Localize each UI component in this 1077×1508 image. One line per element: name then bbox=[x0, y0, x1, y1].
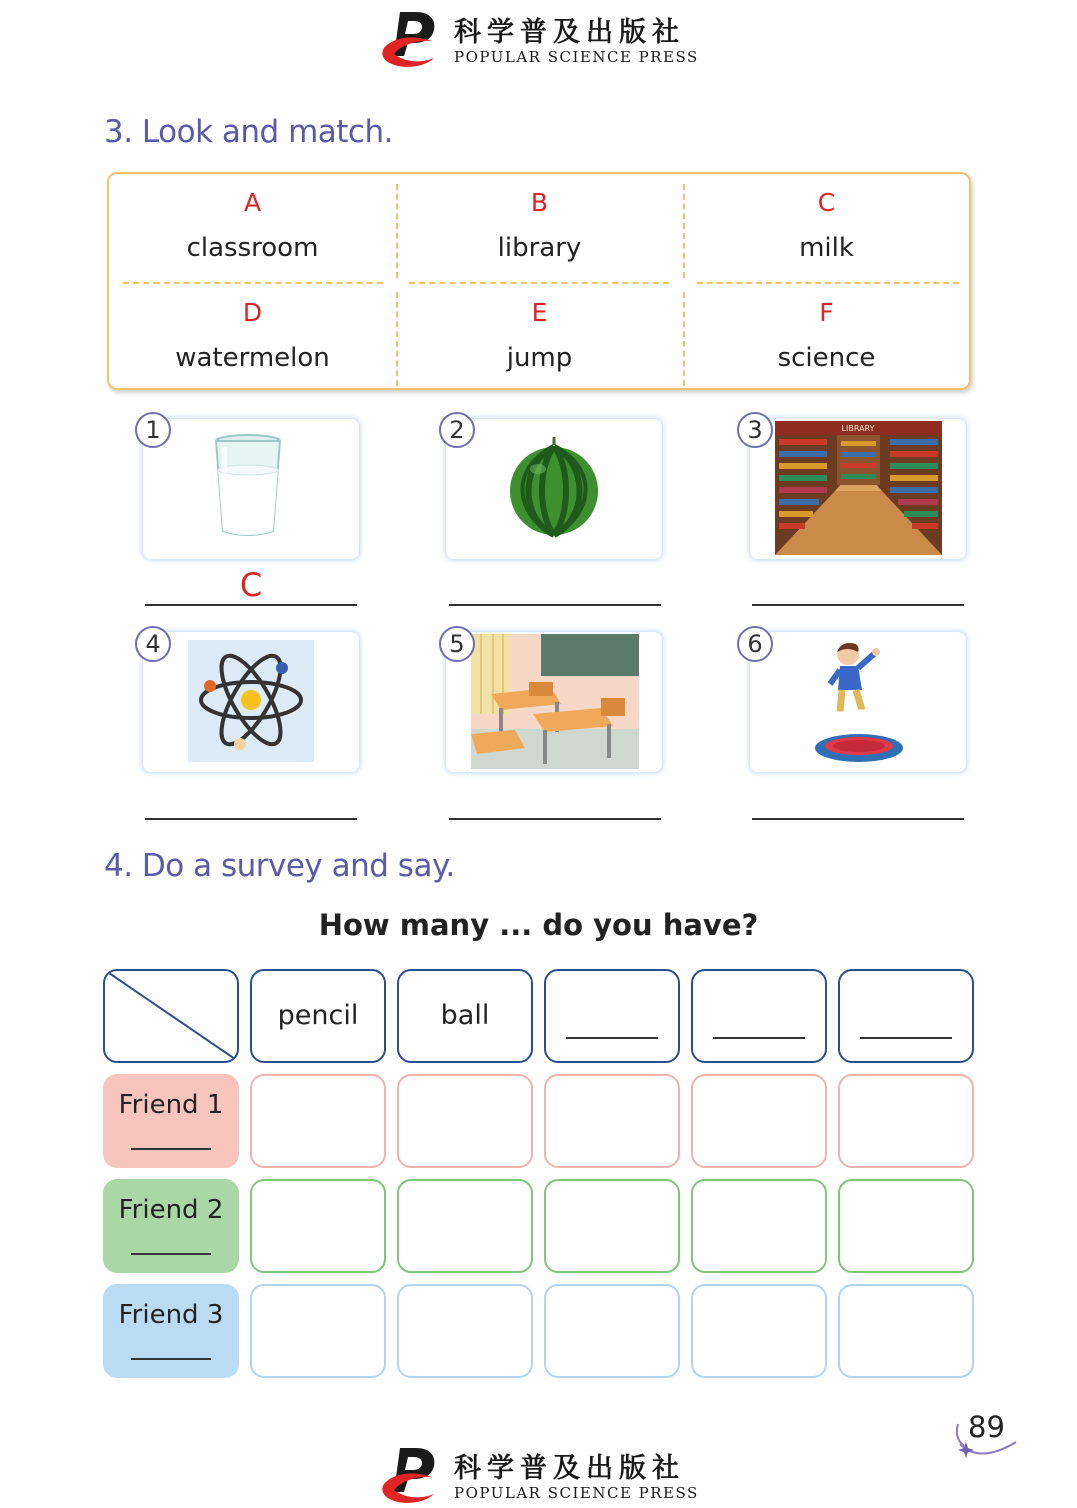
word-letter: B bbox=[530, 188, 549, 217]
publisher-name-cn: 科学普及出版社 bbox=[454, 17, 685, 48]
divider bbox=[409, 282, 669, 284]
classroom-desks-image bbox=[471, 634, 639, 769]
answer-line-4[interactable] bbox=[145, 818, 357, 820]
word-letter: E bbox=[531, 298, 548, 327]
word-letter: F bbox=[819, 298, 834, 327]
publisher-logo-bottom bbox=[382, 1444, 702, 1508]
word-letter: D bbox=[242, 298, 263, 327]
answer-line-2[interactable] bbox=[449, 604, 661, 606]
friend-label: Friend 3 bbox=[118, 1300, 224, 1330]
blank-line[interactable] bbox=[566, 1037, 658, 1039]
publisher-name-en: POPULAR SCIENCE PRESS bbox=[454, 1484, 699, 1502]
survey-header-label: pencil bbox=[277, 1000, 359, 1031]
friend-label: Friend 1 bbox=[118, 1090, 224, 1120]
word-letter: A bbox=[243, 188, 262, 217]
picture-card-4 bbox=[143, 632, 359, 772]
survey-cell[interactable] bbox=[397, 1284, 533, 1378]
word-option-c bbox=[683, 188, 970, 263]
word-letter: C bbox=[817, 188, 836, 217]
survey-cell[interactable] bbox=[397, 1179, 533, 1273]
picture-card-5 bbox=[446, 632, 662, 772]
publisher-logo-icon bbox=[382, 1444, 438, 1504]
answer-line-5[interactable] bbox=[449, 818, 661, 820]
word-option-d bbox=[109, 298, 396, 373]
word-option-b bbox=[396, 188, 683, 263]
survey-cell[interactable] bbox=[544, 1179, 680, 1273]
survey-question: How many ... do you have? bbox=[318, 908, 759, 942]
word-option-e bbox=[396, 298, 683, 373]
survey-cell[interactable] bbox=[691, 1284, 827, 1378]
publisher-name-cn: 科学普及出版社 bbox=[454, 1453, 685, 1484]
survey-cell[interactable] bbox=[250, 1284, 386, 1378]
picture-card-6 bbox=[750, 632, 966, 772]
boy-jumping-trampoline-image bbox=[812, 638, 906, 768]
glass-of-milk-image bbox=[213, 433, 283, 539]
survey-cell[interactable] bbox=[838, 1179, 974, 1273]
survey-header-blank-3[interactable] bbox=[838, 969, 974, 1063]
friend-label: Friend 2 bbox=[118, 1195, 224, 1225]
word-option-f bbox=[683, 298, 970, 373]
survey-header-ball bbox=[397, 969, 533, 1063]
survey-cell[interactable] bbox=[838, 1284, 974, 1378]
survey-corner-cell bbox=[103, 969, 239, 1063]
word-text: classroom bbox=[186, 233, 319, 263]
section-3-title: 3. Look and match. bbox=[104, 114, 393, 150]
word-box bbox=[107, 172, 971, 390]
diagonal-line bbox=[105, 971, 237, 1061]
survey-cell[interactable] bbox=[250, 1074, 386, 1168]
answer-line-1[interactable] bbox=[145, 604, 357, 606]
survey-cell[interactable] bbox=[250, 1179, 386, 1273]
divider bbox=[697, 282, 959, 284]
survey-cell[interactable] bbox=[397, 1074, 533, 1168]
library-image bbox=[775, 421, 942, 555]
survey-header-label: ball bbox=[440, 1000, 490, 1031]
picture-number-2: 2 bbox=[439, 412, 475, 448]
word-text: library bbox=[497, 233, 582, 263]
blank-line[interactable] bbox=[860, 1037, 952, 1039]
page-number: 89 bbox=[968, 1410, 1005, 1444]
survey-row-friend-2 bbox=[103, 1179, 239, 1273]
publisher-name-en: POPULAR SCIENCE PRESS bbox=[454, 48, 699, 66]
section-4-title: 4. Do a survey and say. bbox=[104, 848, 455, 884]
answer-line-3[interactable] bbox=[752, 604, 964, 606]
answer-1[interactable]: C bbox=[239, 566, 263, 604]
picture-number-4: 4 bbox=[135, 626, 171, 662]
survey-row-friend-3 bbox=[103, 1284, 239, 1378]
friend-name-line[interactable] bbox=[131, 1148, 211, 1150]
divider bbox=[123, 282, 383, 284]
word-text: milk bbox=[799, 233, 854, 263]
survey-row-friend-1 bbox=[103, 1074, 239, 1168]
picture-number-1: 1 bbox=[135, 412, 171, 448]
blank-line[interactable] bbox=[713, 1037, 805, 1039]
word-option-a bbox=[109, 188, 396, 263]
friend-name-line[interactable] bbox=[131, 1358, 211, 1360]
library-sign-text: LIBRARY bbox=[841, 424, 875, 433]
survey-cell[interactable] bbox=[838, 1074, 974, 1168]
watermelon-image bbox=[508, 435, 600, 539]
picture-card-3 bbox=[750, 419, 966, 559]
picture-number-5: 5 bbox=[439, 626, 475, 662]
atom-science-image bbox=[188, 640, 314, 762]
picture-card-2 bbox=[446, 419, 662, 559]
friend-name-line[interactable] bbox=[131, 1253, 211, 1255]
survey-header-pencil bbox=[250, 969, 386, 1063]
picture-number-3: 3 bbox=[737, 412, 773, 448]
picture-number-6: 6 bbox=[737, 626, 773, 662]
word-text: science bbox=[777, 343, 876, 373]
survey-header-blank-1[interactable] bbox=[544, 969, 680, 1063]
survey-cell[interactable] bbox=[544, 1074, 680, 1168]
word-text: jump bbox=[506, 343, 573, 373]
picture-card-1 bbox=[143, 419, 359, 559]
publisher-logo-icon bbox=[382, 8, 438, 68]
survey-cell[interactable] bbox=[691, 1179, 827, 1273]
survey-cell[interactable] bbox=[544, 1284, 680, 1378]
word-text: watermelon bbox=[175, 343, 330, 373]
publisher-logo-top bbox=[382, 8, 702, 72]
answer-line-6[interactable] bbox=[752, 818, 964, 820]
survey-cell[interactable] bbox=[691, 1074, 827, 1168]
survey-header-blank-2[interactable] bbox=[691, 969, 827, 1063]
